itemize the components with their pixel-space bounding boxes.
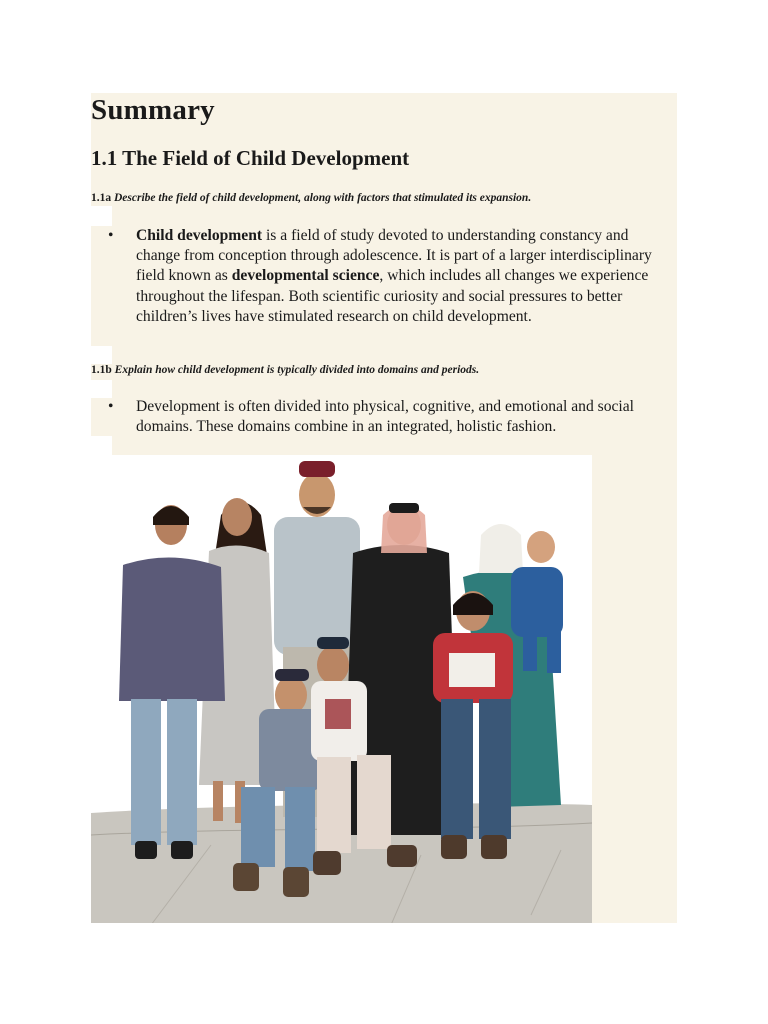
section-heading: 1.1 The Field of Child Development — [91, 146, 410, 170]
bullet-text-part: , which includes all changes we experience throughout the lifespan. Both scientific curiosity and social pressures to better children’s lives have stimulated research on child development. — [136, 267, 649, 325]
objective-1-1b — [91, 364, 479, 376]
key-term: developmental science — [231, 267, 380, 285]
bullet-item-domains — [108, 397, 668, 437]
objective-text: Explain how child development is typically divided into domains and periods. — [114, 364, 480, 376]
key-term: Child development — [136, 227, 263, 244]
bullet-text: Development is often divided into physical, cognitive, and emotional and social domains. These domains combine in an integrated, holistic fashion. — [136, 398, 635, 436]
bullet-icon: • — [108, 398, 114, 415]
bullet-item-child-development — [108, 226, 668, 327]
margin-notch — [91, 346, 112, 364]
family-photo — [91, 455, 592, 923]
margin-notch — [91, 380, 112, 398]
bullet-text-part: is a field of study devoted to understanding constancy and change from conception through adolescence. It is part of a larger interdisciplinary field known as — [136, 227, 652, 285]
bullet-text — [136, 226, 668, 327]
objective-text: Describe the field of child development, along with factors that stimulated its expansion. — [114, 192, 532, 204]
margin-notch — [91, 436, 112, 455]
objective-1-1a — [91, 192, 531, 204]
objective-number: 1.1b — [91, 364, 112, 376]
objective-number: 1.1a — [91, 192, 112, 204]
margin-notch — [91, 206, 112, 226]
bullet-icon: • — [108, 227, 114, 244]
page-title: Summary — [91, 94, 215, 126]
